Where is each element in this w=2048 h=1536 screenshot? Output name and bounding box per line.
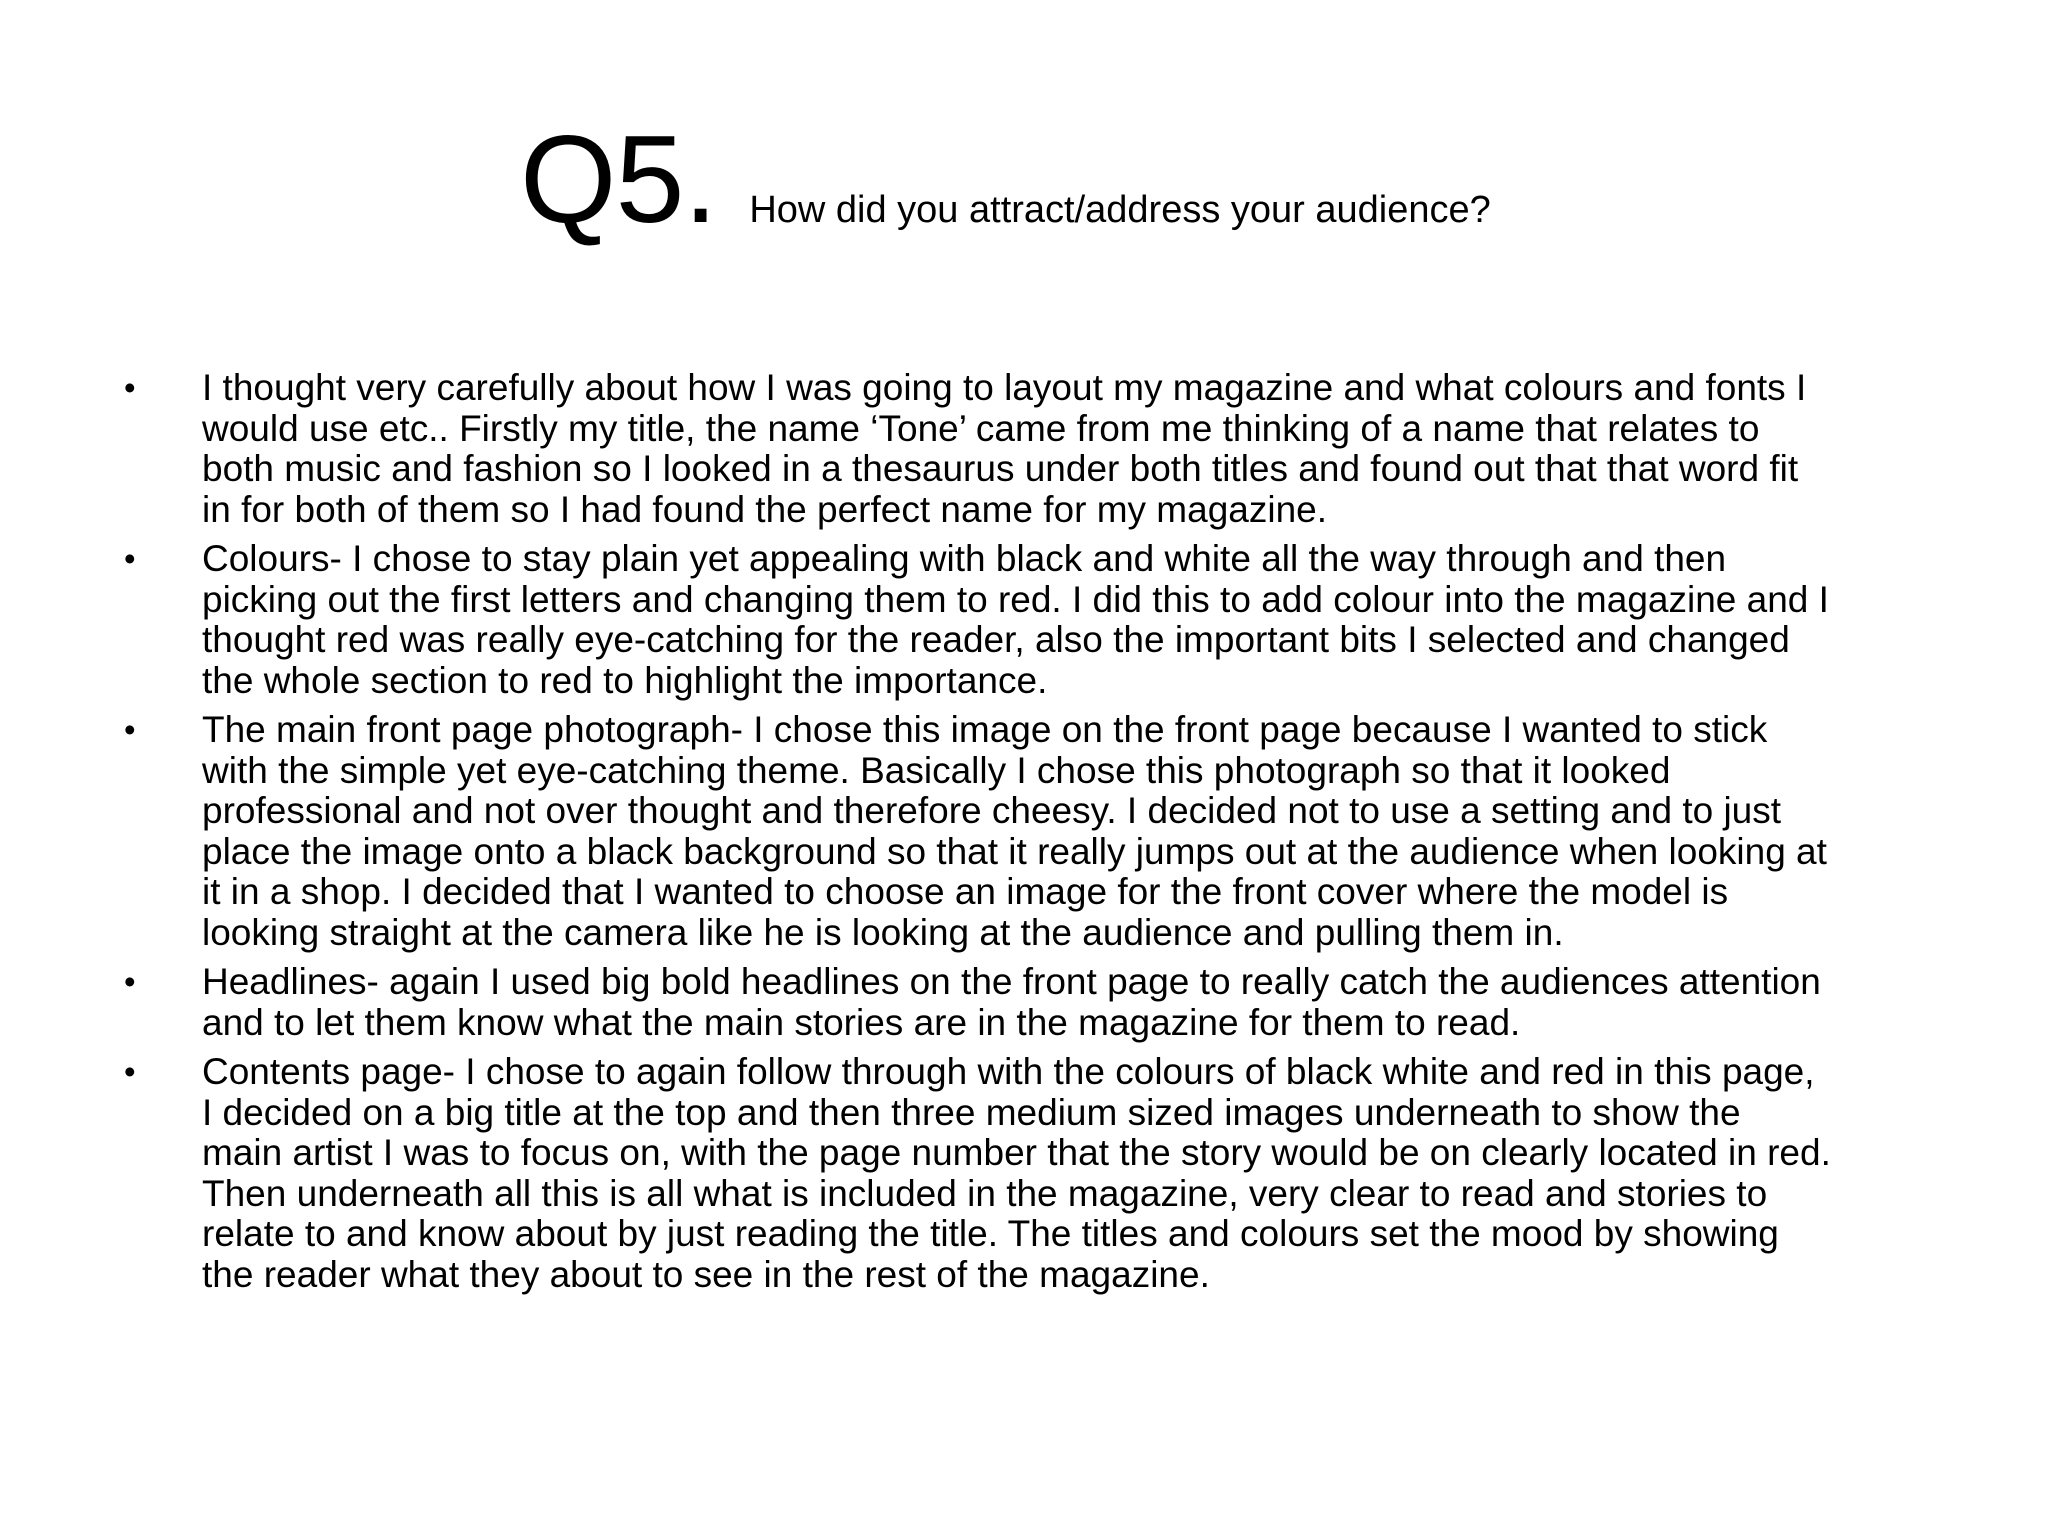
text-line: relate to and know about by just reading the title. The titles and colours set the mood by showing: [202, 1213, 1779, 1254]
text-line: main artist I was to focus on, with the page number that the story would be on clearly located in red.: [202, 1132, 1831, 1173]
bullet-text: [202, 962, 1980, 1043]
bullet-item-colours: [120, 539, 1980, 701]
bullet-item-headlines: [120, 962, 1980, 1043]
text-line: the reader what they about to see in the rest of the magazine.: [202, 1253, 1210, 1295]
text-line: Contents page- I chose to again follow through with the colours of black white and red in this page,: [202, 1051, 1815, 1092]
bullet-dot: •: [124, 540, 136, 577]
bullet-dot: •: [124, 1053, 136, 1090]
text-line: the whole section to red to highlight the importance.: [202, 659, 1048, 701]
text-line: in for both of them so I had found the perfect name for my magazine.: [202, 488, 1328, 530]
bullet-item-contents: [120, 1052, 1980, 1295]
text-line: looking straight at the camera like he is looking at the audience and pulling them in.: [202, 911, 1564, 953]
bullet-text: [202, 368, 1980, 530]
bullet-item-photograph: [120, 710, 1980, 953]
bullet-list: [120, 368, 1980, 1304]
text-line: and to let them know what the main stories are in the magazine for them to read.: [202, 1001, 1521, 1043]
question-text: How did you attract/address your audience?: [749, 189, 1491, 231]
text-line: I decided on a big title at the top and then three medium sized images underneath to show the: [202, 1091, 1741, 1133]
text-line: professional and not over thought and therefore cheesy. I decided not to use a setting and to just: [202, 790, 1782, 831]
text-line: both music and fashion so I looked in a thesaurus under both titles and found out that that word fit: [202, 448, 1799, 489]
text-line: place the image onto a black background so that it really jumps out at the audience when looking at: [202, 830, 1827, 872]
text-line: thought red was really eye-catching for the reader, also the important bits I selected and changed: [202, 619, 1790, 660]
text-line: picking out the first letters and changing them to red. I did this to add colour into the magazine and I: [202, 578, 1829, 620]
bullet-text: [202, 1052, 1980, 1295]
bullet-text: [202, 539, 1980, 701]
text-line: with the simple yet eye-catching theme. Basically I chose this photograph so that it looked: [202, 749, 1671, 791]
text-line: it in a shop. I decided that I wanted to choose an image for the front cover where the model is: [202, 871, 1729, 912]
text-line: I thought very carefully about how I was going to layout my magazine and what colours and fonts I: [202, 367, 1807, 408]
text-line: Then underneath all this is all what is included in the magazine, very clear to read and stories to: [202, 1172, 1768, 1214]
bullet-item-title: [120, 368, 1980, 530]
text-line: Headlines- again I used big bold headlines on the front page to really catch the audiences attention: [202, 961, 1821, 1002]
text-line: would use etc.. Firstly my title, the name ‘Tone’ came from me thinking of a name that relates to: [202, 407, 1760, 449]
slide-title: [520, 111, 1491, 249]
text-line: Colours- I chose to stay plain yet appealing with black and white all the way through and then: [202, 538, 1727, 579]
bullet-dot: •: [124, 369, 136, 406]
bullet-text: [202, 710, 1980, 953]
bullet-dot: •: [124, 963, 136, 1000]
bullet-dot: •: [124, 711, 136, 748]
question-number: Q5.: [520, 111, 717, 249]
text-line: The main front page photograph- I chose this image on the front page because I wanted to stick: [202, 709, 1768, 750]
